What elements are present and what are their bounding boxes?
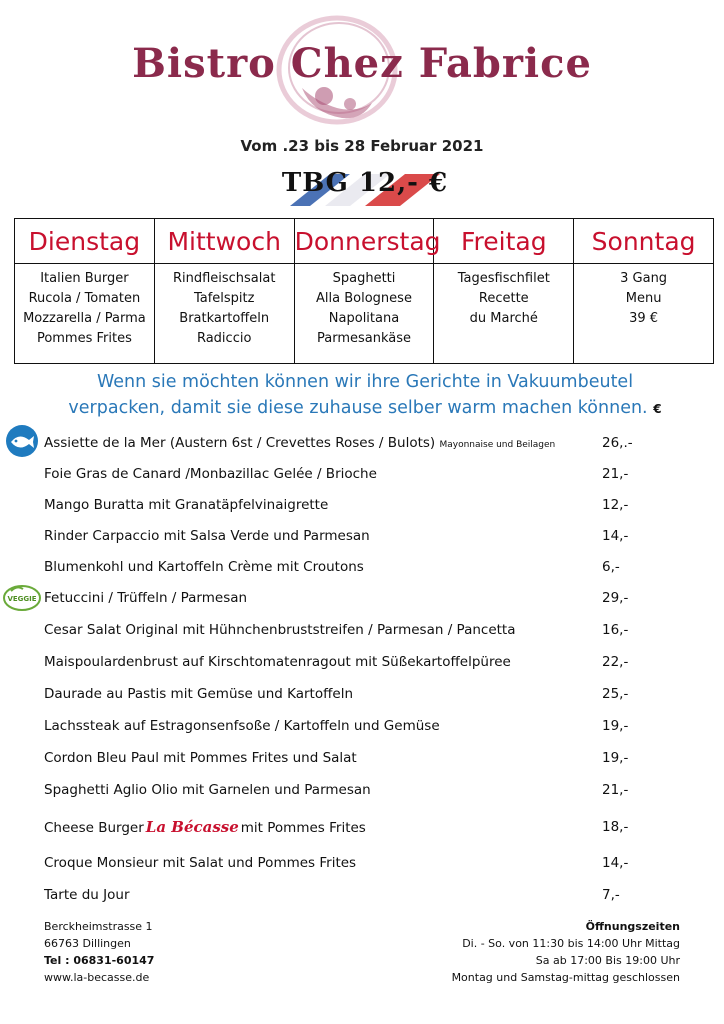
menu-item: Rinder Carpaccio mit Salsa Verde und Parmesan [44, 528, 370, 544]
day-dishes-cell [294, 264, 434, 364]
menu-item: Daurade au Pastis mit Gemüse und Kartoffeln [44, 686, 354, 702]
day-dishes-cell [154, 264, 294, 364]
dish-line: Rindfleischsalat [172, 271, 276, 286]
menu-item-price: 19,- [602, 718, 629, 734]
menu-item-price: 14,- [602, 855, 629, 871]
hours-line: Sa ab 17:00 Bis 19:00 Uhr [535, 954, 680, 967]
dish-line: Rucola / Tomaten [28, 291, 141, 306]
menu-item-price: 7,- [602, 887, 620, 903]
la-becasse-logo: La Bécasse [145, 818, 239, 836]
menu-item-price: 6,- [602, 559, 620, 575]
menu-item-price: 29,- [602, 590, 629, 606]
dish-line: Pommes Frites [36, 331, 132, 346]
day-dishes-cell [434, 264, 574, 364]
dish-line: Recette [478, 291, 529, 306]
menu-item-price: 22,- [602, 654, 629, 670]
weekday-dishes-row [15, 264, 714, 364]
menu-item: Foie Gras de Canard /Monbazillac Gelée / Brioche [44, 466, 377, 482]
weekday-header-row [15, 219, 714, 264]
seafood-fish-icon [5, 424, 39, 458]
dish-line: Parmesankäse [316, 331, 411, 346]
menu-item: Blumenkohl und Kartoffeln Crème mit Croutons [44, 559, 364, 575]
opening-hours-title: Öffnungszeiten [585, 920, 680, 933]
footer-contact [44, 918, 154, 986]
dish-line: Bratkartoffeln [179, 311, 270, 326]
notice-line: Wenn sie möchten können wir ihre Gerichte in Vakuumbeutel [96, 372, 634, 392]
dish-line: Radiccio [196, 331, 252, 346]
weekday-name: Mittwoch [154, 219, 294, 264]
menu-item-price: 21,- [602, 782, 629, 798]
dish-line: 3 Gang [620, 271, 668, 286]
menu-item-price: 14,- [602, 528, 629, 544]
menu-item-price: 18,- [602, 819, 629, 835]
weekday-name: Dienstag [15, 219, 155, 264]
dish-line: Tagesfischfilet [457, 271, 550, 286]
menu-item: Tarte du Jour [44, 887, 130, 903]
weekday-name: Sonntag [574, 219, 714, 264]
menu-item: Croque Monsieur mit Salat und Pommes Frites [44, 855, 357, 871]
dish-line: 39 € [629, 311, 659, 326]
menu-item: Mango Buratta mit Granatäpfelvinaigrette [44, 497, 329, 513]
euro-sign: € [653, 402, 662, 416]
menu-item: Fetuccini / Trüffeln / Parmesan [44, 590, 248, 606]
hours-line: Montag und Samstag-mittag geschlossen [451, 971, 680, 984]
menu-item-note: Mayonnaise und Beilagen [439, 440, 556, 450]
tbg-price-label: TBG 12,- € [281, 168, 449, 198]
menu-item: Cesar Salat Original mit Hühnchenbruststreifen / Parmesan / Pancetta [44, 622, 516, 638]
weekly-menu-table [14, 218, 714, 364]
dish-line: Menu [625, 291, 662, 306]
menu-item: Lachssteak auf Estragonsenfsoße / Kartoffeln und Gemüse [44, 718, 440, 734]
dish-line: Mozzarella / Parma [23, 311, 146, 326]
menu-item-price: 12,- [602, 497, 629, 513]
vacuum-pack-notice [40, 369, 690, 422]
veggie-label: VEGGIE [7, 595, 37, 603]
city: 66763 Dillingen [44, 937, 131, 950]
day-dishes-cell [15, 264, 155, 364]
menu-item-text: Assiette de la Mer (Austern 6st / Crevettes Roses / Bulots) [44, 435, 436, 451]
weekday-name: Donnerstag [294, 219, 434, 264]
dish-line: Napolitana [328, 311, 400, 326]
veggie-badge-icon [3, 585, 41, 611]
dish-line: Spaghetti [332, 271, 396, 286]
address: Berckheimstrasse 1 [44, 920, 153, 933]
website-link[interactable]: www.la-becasse.de [44, 971, 150, 984]
telephone: Tel : 06831-60147 [44, 954, 155, 967]
menu-item-text: mit Pommes Frites [240, 820, 366, 836]
menu-item [44, 818, 366, 836]
dish-line: Alla Bolognese [316, 291, 412, 306]
date-range: Vom .23 bis 28 Februar 2021 [240, 137, 484, 155]
opening-hours [452, 918, 680, 986]
menu-item: Spaghetti Aglio Olio mit Garnelen und Parmesan [44, 782, 371, 798]
notice-line: verpacken, damit sie diese zuhause selber warm machen können. [68, 398, 648, 418]
day-dishes-cell [574, 264, 714, 364]
menu-item: Maispoulardenbrust auf Kirschtomatenragout mit Süßekartoffelpüree [44, 654, 511, 670]
menu-item [44, 435, 555, 451]
menu-item-price: 25,- [602, 686, 629, 702]
hours-line: Di. - So. von 11:30 bis 14:00 Uhr Mittag [462, 937, 680, 950]
menu-item-price: 21,- [602, 466, 629, 482]
weekday-name: Freitag [434, 219, 574, 264]
dish-line: du Marché [469, 311, 538, 326]
dish-line: Italien Burger [40, 271, 129, 286]
restaurant-title: Bistro Chez Fabrice [132, 40, 592, 87]
menu-item-price: 19,- [602, 750, 629, 766]
menu-item-price: 16,- [602, 622, 629, 638]
menu-item: Cordon Bleu Paul mit Pommes Frites und Salat [44, 750, 357, 766]
menu-item-price: 26,.- [602, 435, 633, 451]
dish-line: Tafelspitz [193, 291, 255, 306]
menu-item-text: Cheese Burger [44, 820, 144, 836]
